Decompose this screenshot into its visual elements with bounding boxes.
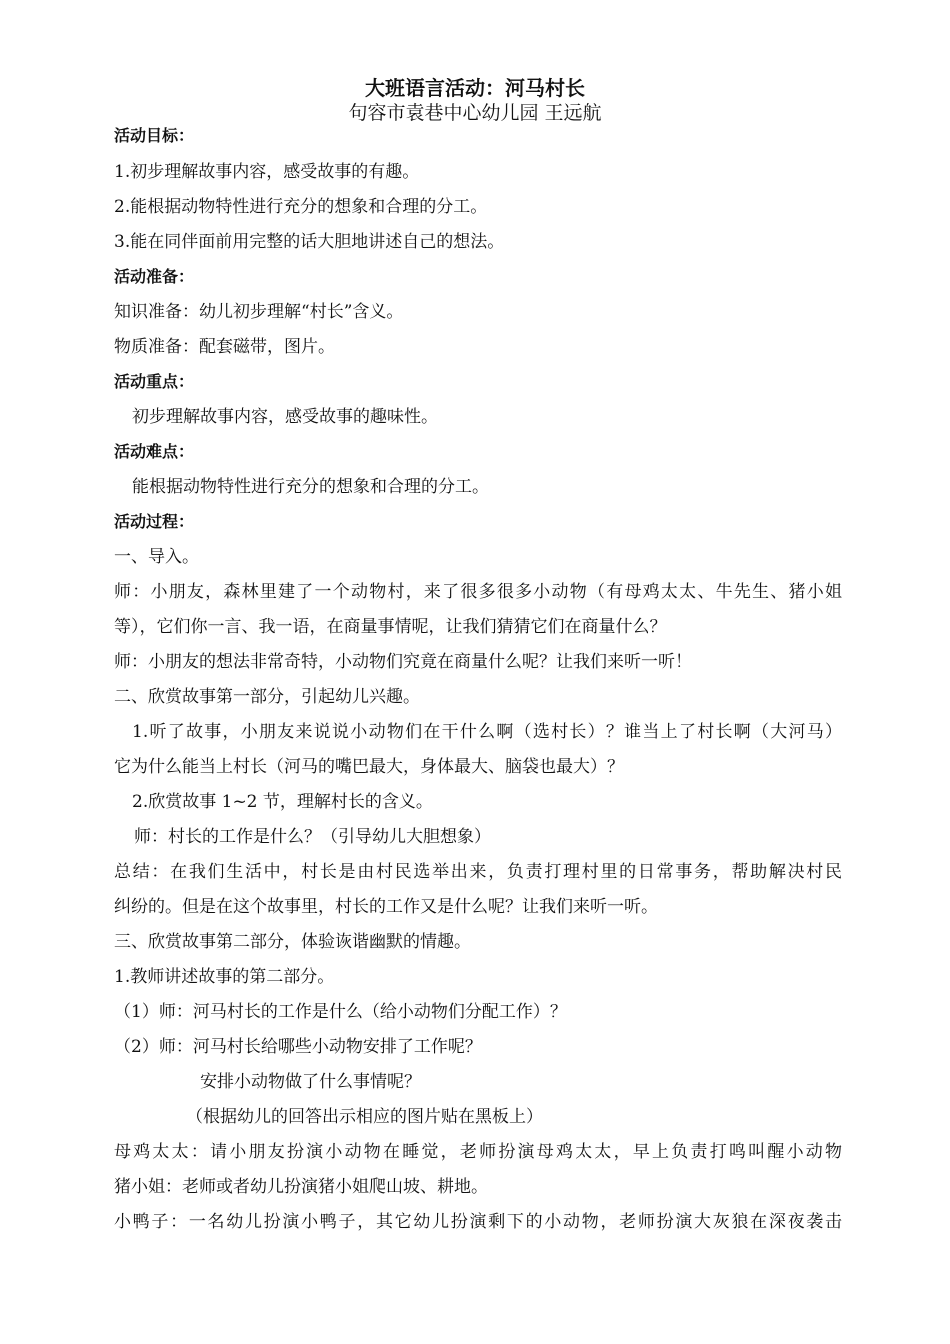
paragraph-line: 2.欣赏故事 1~2 节，理解村长的含义。 bbox=[132, 792, 433, 812]
paragraph-line: （2）师：河马村长给哪些小动物安排了工作呢？ bbox=[114, 1037, 482, 1057]
section-heading-difficulties: 活动难点： bbox=[114, 442, 195, 461]
section-heading-preparation: 活动准备： bbox=[114, 267, 195, 286]
paragraph-line: 总结：在我们生活中，村长是由村民选举出来，负责打理村里的日常事务，帮助解决村民 bbox=[114, 862, 842, 882]
paragraph-line: 1.听了故事，小朋友来说说小动物们在干什么啊（选村长）？谁当上了村长啊（大河马） bbox=[132, 722, 842, 742]
section-heading-goals: 活动目标： bbox=[114, 126, 195, 145]
paragraph-line: 母鸡太太：请小朋友扮演小动物在睡觉，老师扮演母鸡太太，早上负责打鸣叫醒小动物 bbox=[114, 1142, 842, 1162]
paragraph-line: 2.能根据动物特性进行充分的想象和合理的分工。 bbox=[114, 197, 488, 217]
paragraph-line: 二、欣赏故事第一部分，引起幼儿兴趣。 bbox=[114, 687, 420, 707]
paragraph-line: 猪小姐：老师或者幼儿扮演猪小姐爬山坡、耕地。 bbox=[114, 1177, 488, 1197]
paragraph-line: 1.教师讲述故事的第二部分。 bbox=[114, 967, 335, 987]
paragraph-line: （1）师：河马村长的工作是什么（给小动物们分配工作）？ bbox=[114, 1002, 567, 1022]
section-heading-key-points: 活动重点： bbox=[114, 372, 195, 391]
paragraph-line: 它为什么能当上村长（河马的嘴巴最大，身体最大、脑袋也最大）？ bbox=[114, 757, 624, 777]
paragraph-line: （根据幼儿的回答出示相应的图片贴在黑板上） bbox=[186, 1107, 543, 1127]
paragraph-line: 初步理解故事内容，感受故事的趣味性。 bbox=[132, 407, 438, 427]
paragraph-line: 物质准备：配套磁带，图片。 bbox=[114, 337, 335, 357]
paragraph-line: 安排小动物做了什么事情呢？ bbox=[200, 1072, 421, 1092]
paragraph-line: 一、导入。 bbox=[114, 547, 199, 567]
paragraph-line: 等），它们你一言、我一语，在商量事情呢，让我们猜猜它们在商量什么？ bbox=[114, 617, 667, 637]
document-subtitle: 句容市袁巷中心幼儿园 王远航 bbox=[348, 102, 602, 124]
document-title: 大班语言活动：河马村长 bbox=[365, 76, 585, 100]
paragraph-line: 师：小朋友，森林里建了一个动物村，来了很多很多小动物（有母鸡太太、牛先生、猪小姐 bbox=[114, 582, 842, 602]
paragraph-line: 纠纷的。但是在这个故事里，村长的工作又是什么呢？让我们来听一听。 bbox=[114, 897, 658, 917]
paragraph-line: 1.初步理解故事内容，感受故事的有趣。 bbox=[114, 162, 420, 182]
paragraph-line: 三、欣赏故事第二部分，体验诙谐幽默的情趣。 bbox=[114, 932, 471, 952]
paragraph-line: 能根据动物特性进行充分的想象和合理的分工。 bbox=[132, 477, 489, 497]
paragraph-line: 3.能在同伴面前用完整的话大胆地讲述自己的想法。 bbox=[114, 232, 505, 252]
paragraph-line: 小鸭子：一名幼儿扮演小鸭子，其它幼儿扮演剩下的小动物，老师扮演大灰狼在深夜袭击 bbox=[114, 1212, 842, 1232]
paragraph-line: 知识准备：幼儿初步理解“村长”含义。 bbox=[114, 302, 404, 322]
paragraph-line: 师：小朋友的想法非常奇特，小动物们究竟在商量什么呢？让我们来听一听！ bbox=[114, 652, 692, 672]
paragraph-line: 师：村长的工作是什么？（引导幼儿大胆想象） bbox=[134, 827, 491, 847]
section-heading-process: 活动过程： bbox=[114, 512, 195, 531]
